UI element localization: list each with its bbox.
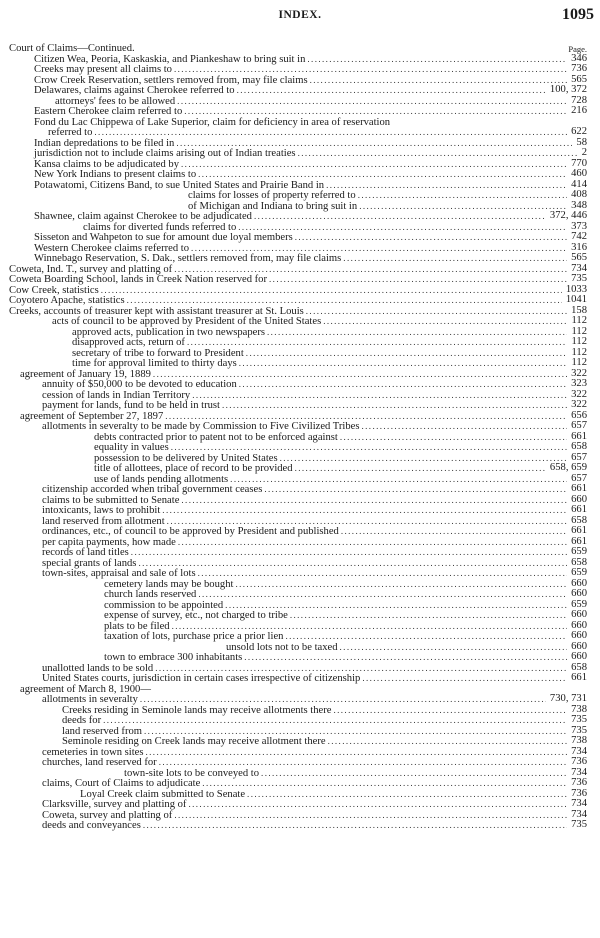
entry-page-number: 658 <box>571 441 587 452</box>
entry-page-number: 322 <box>571 399 587 410</box>
dot-leader <box>298 148 578 159</box>
entry-page-number: 1033 <box>565 283 587 295</box>
entry-page-number: 414 <box>571 178 587 190</box>
entry-page-number: 735 <box>571 819 587 830</box>
entry-text: unsold lots not to be taxed <box>226 641 338 653</box>
index-entry <box>0 684 600 695</box>
dot-leader <box>230 474 567 485</box>
index-entry <box>0 159 600 170</box>
entry-text: church lands reserved <box>104 589 197 600</box>
dot-leader <box>174 64 567 75</box>
entry-page-number: 735 <box>571 273 587 284</box>
entry-text: agreement of March 8, 1900— <box>20 683 151 695</box>
entry-page-number: 660 <box>571 609 587 620</box>
entry-text: Coweta, survey and platting of <box>42 809 173 821</box>
entry-text: land reserved from allotment <box>42 515 165 527</box>
index-entry <box>0 180 600 191</box>
entry-page-number: 660 <box>571 588 587 599</box>
entry-text: cession of lands in Indian Territory <box>42 389 191 401</box>
dot-leader <box>176 138 572 149</box>
entry-text: unallotted lands to be sold <box>42 662 154 674</box>
index-entry <box>0 663 600 674</box>
dot-leader <box>267 327 567 338</box>
entry-page-number: 736 <box>571 756 587 767</box>
entry-page-number: 659 <box>571 598 587 610</box>
entry-text: equality in values <box>94 442 169 453</box>
entry-page-number: 659 <box>571 567 587 578</box>
entry-text: time for approval limited to thirty days <box>72 358 237 369</box>
entry-text: annuity of $50,000 to be devoted to education <box>42 379 237 390</box>
dot-leader <box>333 705 567 716</box>
entry-page-number: 112 <box>571 315 587 326</box>
dot-leader <box>358 190 567 201</box>
entry-page-number: 659 <box>571 546 587 557</box>
index-entry <box>0 631 600 642</box>
entry-page-number: 657 <box>571 472 587 484</box>
entry-page-number: 58 <box>576 136 587 148</box>
entry-page-number: 657 <box>571 420 587 431</box>
index-entry <box>0 568 600 579</box>
entry-text: Fond du Lac Chippewa of Lake Superior, claim for deficiency in area of reservation <box>34 116 391 128</box>
index-entry <box>0 306 600 317</box>
dot-leader <box>188 799 567 810</box>
dot-leader <box>101 285 562 296</box>
index-entry <box>0 75 600 86</box>
dot-leader <box>103 715 567 726</box>
index-entry <box>0 211 600 222</box>
index-entry <box>0 547 600 558</box>
entry-text: per capita payments, how made <box>42 536 176 548</box>
entry-page-number: 346 <box>571 52 587 64</box>
entry-page-number: 734 <box>571 262 587 274</box>
entry-text: Sisseton and Wahpeton to sue for amount due loyal members <box>34 232 293 243</box>
index-entry <box>0 799 600 810</box>
entry-text: ordinances, etc., of council to be approved by President and published <box>42 526 339 537</box>
index-entry <box>0 54 600 65</box>
dot-leader <box>244 652 567 663</box>
entry-page-number: 658 <box>571 514 587 526</box>
entry-page-number: 565 <box>571 73 587 85</box>
dot-leader <box>239 379 567 390</box>
entry-text: referred to <box>48 127 93 138</box>
index-entry <box>0 526 600 537</box>
dot-leader <box>146 747 568 758</box>
page-column-label: Page. <box>568 44 587 54</box>
dot-leader <box>140 694 546 705</box>
dot-leader <box>174 264 567 275</box>
dot-leader <box>138 558 567 569</box>
entry-page-number: 408 <box>571 189 587 200</box>
entry-text: Coyotero Apache, statistics <box>9 295 125 306</box>
entry-page-number: 460 <box>571 168 587 179</box>
entry-page-number: 734 <box>571 808 587 820</box>
entry-page-number: 661 <box>571 535 587 547</box>
entry-text: Creeks may present all claims to <box>34 64 172 75</box>
dot-leader <box>254 211 546 222</box>
dot-leader <box>362 421 568 432</box>
entry-text: jurisdiction not to include claims arising out of Indian treaties <box>34 148 296 159</box>
entry-page-number: 158 <box>571 304 587 316</box>
entry-text: claims for losses of property referred to <box>188 190 356 201</box>
entry-text: Creeks residing in Seminole lands may receive allotments there <box>62 704 332 716</box>
dot-leader <box>343 253 567 264</box>
entry-page-number: 660 <box>571 651 587 662</box>
entry-page-number: 738 <box>571 703 587 715</box>
index-entry <box>0 358 600 369</box>
index-entry <box>0 43 600 54</box>
dot-leader <box>235 579 567 590</box>
entry-text: Indian depredations to be filed in <box>34 137 175 149</box>
entry-page-number: 661 <box>571 525 587 536</box>
entry-page-number: 316 <box>571 241 587 253</box>
index-entry <box>0 295 600 306</box>
entry-page-number: 661 <box>571 504 587 515</box>
entry-text: plats to be filed <box>104 620 170 632</box>
entry-page-number: 216 <box>571 105 587 116</box>
dot-leader <box>341 526 567 537</box>
index-entry <box>0 190 600 201</box>
entry-text: of Michigan and Indiana to bring suit in <box>188 200 358 212</box>
dot-leader <box>340 432 567 443</box>
entry-text: land reserved from <box>62 725 143 737</box>
entry-page-number: 323 <box>571 378 587 389</box>
dot-leader <box>131 547 567 558</box>
index-entry <box>0 390 600 401</box>
dot-leader <box>362 673 567 684</box>
page-title: INDEX. <box>278 9 322 21</box>
entry-page-number: 372, 446 <box>549 210 587 221</box>
index-entry <box>0 757 600 768</box>
entry-text: attorneys' fees to be allowed <box>55 95 176 107</box>
page-header <box>0 6 600 24</box>
dot-leader <box>165 411 567 422</box>
index-entry <box>0 337 600 348</box>
entry-page-number: 660 <box>571 619 587 631</box>
entry-page-number: 770 <box>571 157 587 169</box>
entry-text: town-sites, appraisal and sale of lots <box>42 568 196 579</box>
entry-text: Seminole residing on Creek lands may receive allotment there <box>62 736 326 747</box>
entry-text: approved acts, publication in two newspapers <box>72 326 265 338</box>
entry-page-number: 742 <box>571 231 587 242</box>
entry-page-number: 660 <box>571 493 587 505</box>
entry-page-number: 734 <box>571 745 587 757</box>
index-entry <box>0 820 600 831</box>
entry-text: Kansa claims to be adjudicated by <box>34 158 180 170</box>
entry-page-number: 100, 372 <box>549 84 587 95</box>
index-entry <box>0 736 600 747</box>
dot-leader <box>174 810 567 821</box>
entry-text: agreement of September 27, 1897 <box>20 410 164 422</box>
index-entry <box>0 274 600 285</box>
dot-leader <box>307 54 567 65</box>
index-entry <box>0 369 600 380</box>
entry-text: payment for lands, fund to be held in trust <box>42 400 220 411</box>
index-entry <box>0 96 600 107</box>
entry-text: allotments in severalty to be made by Commission to Five Civilized Tribes <box>42 421 360 432</box>
index-entry <box>0 673 600 684</box>
index-entry <box>0 400 600 411</box>
dot-leader <box>340 642 567 653</box>
dot-leader <box>198 589 567 600</box>
index-entry <box>0 442 600 453</box>
entry-text: United States courts, jurisdiction in certain cases irrespective of citizenship <box>42 673 361 684</box>
entry-text: possession to be delivered by United States <box>94 452 278 464</box>
entry-text: Loyal Creek claim submitted to Senate <box>80 788 246 800</box>
entry-page-number: 661 <box>571 430 587 442</box>
entry-text: churches, land reserved for <box>42 757 157 768</box>
entry-page-number: 734 <box>571 798 587 809</box>
index-entry <box>0 610 600 621</box>
entry-text: claims to be submitted to Senate <box>42 494 180 506</box>
dot-leader <box>184 106 567 117</box>
entry-page-number: 112 <box>571 336 587 347</box>
entry-page-number: 658 <box>571 661 587 673</box>
entry-text: acts of council to be approved by President of the United States <box>52 316 322 327</box>
index-entry <box>0 516 600 527</box>
index-entry <box>0 558 600 569</box>
entry-text: debts contracted prior to patent not to be enforced against <box>94 431 338 443</box>
index-entry <box>0 768 600 779</box>
entry-text: Creeks, accounts of treasurer kept with assistant treasurer at St. Louis <box>9 305 304 317</box>
dot-leader <box>269 274 567 285</box>
entry-page-number: 656 <box>571 409 587 421</box>
entry-text: town to embrace 300 inhabitants <box>104 652 243 663</box>
index-entry <box>0 201 600 212</box>
entry-page-number: 661 <box>571 483 587 494</box>
index-entry <box>0 463 600 474</box>
page-number: 1095 <box>562 6 594 23</box>
dot-leader <box>295 232 567 243</box>
entry-page-number: 728 <box>571 94 587 106</box>
index-entry <box>0 810 600 821</box>
index-entry <box>0 579 600 590</box>
index-entry <box>0 106 600 117</box>
index-entry <box>0 453 600 464</box>
dot-leader <box>181 495 567 506</box>
dot-leader <box>202 778 567 789</box>
index-entry <box>0 621 600 632</box>
dot-leader <box>191 243 567 254</box>
entry-text: claims for diverted funds referred to <box>83 221 237 233</box>
dot-leader <box>247 789 567 800</box>
index-entry <box>0 138 600 149</box>
index-entry <box>0 85 600 96</box>
entry-text: disapproved acts, return of <box>72 337 185 348</box>
entry-text: cemeteries in town sites <box>42 746 144 758</box>
entry-text: allotments in severalty <box>42 694 138 705</box>
entry-text: Coweta Boarding School, lands in Creek Nation reserved for <box>9 274 268 285</box>
dot-leader <box>198 568 567 579</box>
entry-page-number: 660 <box>571 640 587 652</box>
dot-leader <box>225 600 567 611</box>
index-entry <box>0 505 600 516</box>
entry-text: taxation of lots, purchase price a prior lien <box>104 631 284 642</box>
entry-page-number: 2 <box>581 147 587 158</box>
dot-leader <box>198 169 567 180</box>
index-entry <box>0 778 600 789</box>
entry-page-number: 1041 <box>565 294 587 305</box>
entry-text: deeds for <box>62 715 102 726</box>
entry-page-number: 736 <box>571 777 587 788</box>
entry-text: cemetery lands may be bought <box>104 578 234 590</box>
entry-page-number: 657 <box>571 451 587 463</box>
dot-leader <box>153 369 567 380</box>
entry-text: use of lands pending allotments <box>94 473 229 485</box>
index-entry <box>0 379 600 390</box>
index-entry <box>0 642 600 653</box>
entry-page-number: 660 <box>571 577 587 589</box>
dot-leader <box>171 442 567 453</box>
index-entry <box>0 726 600 737</box>
entry-text: town-site lots to be conveyed to <box>124 767 260 779</box>
index-entry <box>0 64 600 75</box>
entry-page-number: 373 <box>571 220 587 232</box>
entry-text: expense of survey, etc., not charged to tribe <box>104 610 288 621</box>
entry-text: deeds and conveyances <box>42 820 141 831</box>
dot-leader <box>155 663 567 674</box>
index-entry <box>0 537 600 548</box>
index-entry <box>0 253 600 264</box>
entry-page-number: 738 <box>571 735 587 746</box>
entry-page-number: 622 <box>571 126 587 137</box>
dot-leader <box>167 516 567 527</box>
index-entry <box>0 411 600 422</box>
index-entry <box>0 747 600 758</box>
dot-leader <box>181 159 567 170</box>
dot-leader <box>159 757 567 768</box>
entry-text: Coweta, Ind. T., survey and platting of <box>9 263 173 275</box>
index-entry <box>0 789 600 800</box>
index-entries <box>0 43 600 831</box>
index-entry <box>0 715 600 726</box>
entry-text: title of allottees, place of record to be provided <box>94 463 293 474</box>
index-entry <box>0 127 600 138</box>
dot-leader <box>285 631 567 642</box>
dot-leader <box>187 337 567 348</box>
dot-leader <box>162 505 567 516</box>
entry-text: citizenship accorded when tribal government ceases <box>42 484 263 495</box>
entry-text: Citizen Wea, Peoria, Kaskaskia, and Piankeshaw to bring suit in <box>34 53 306 65</box>
index-entry <box>0 264 600 275</box>
entry-page-number: 660 <box>571 630 587 641</box>
dot-leader <box>280 453 567 464</box>
dot-leader <box>239 358 567 369</box>
entry-text: Delawares, claims against Cherokee referred to <box>34 85 235 96</box>
entry-text: Eastern Cherokee claim referred to <box>34 106 183 117</box>
dot-leader <box>264 484 567 495</box>
dot-leader <box>295 463 546 474</box>
index-entry <box>0 484 600 495</box>
index-entry <box>0 316 600 327</box>
dot-leader <box>323 316 567 327</box>
dot-leader <box>238 222 567 233</box>
entry-page-number: 736 <box>571 787 587 799</box>
index-entry <box>0 495 600 506</box>
index-entry <box>0 243 600 254</box>
entry-page-number: 322 <box>571 367 587 379</box>
index-entry <box>0 285 600 296</box>
entry-page-number: 734 <box>571 766 587 778</box>
entry-page-number: 735 <box>571 714 587 725</box>
index-entry <box>0 589 600 600</box>
entry-page-number: 112 <box>571 346 587 358</box>
index-entry <box>0 705 600 716</box>
dot-leader <box>94 127 567 138</box>
dot-leader <box>310 75 567 86</box>
entry-page-number: 112 <box>571 357 587 368</box>
dot-leader <box>261 768 567 779</box>
index-entry <box>0 652 600 663</box>
entry-page-number: 736 <box>571 63 587 74</box>
dot-leader <box>306 306 567 317</box>
dot-leader <box>177 96 567 107</box>
dot-leader <box>192 390 567 401</box>
entry-page-number: 730, 731 <box>549 693 587 704</box>
entry-text: Winnebago Reservation, S. Dak., settlers removed from, may file claims <box>34 253 342 264</box>
index-entry <box>0 421 600 432</box>
index-entry <box>0 222 600 233</box>
dot-leader <box>326 180 567 191</box>
dot-leader <box>222 400 567 411</box>
index-entry <box>0 327 600 338</box>
index-entry <box>0 117 600 128</box>
entry-page-number: 348 <box>571 199 587 211</box>
entry-text: Western Cherokee claims referred to <box>34 242 190 254</box>
dot-leader <box>172 621 567 632</box>
index-entry <box>0 600 600 611</box>
entry-page-number: 735 <box>571 724 587 736</box>
dot-leader <box>246 348 567 359</box>
dot-leader <box>328 736 567 747</box>
entry-page-number: 565 <box>571 252 587 263</box>
dot-leader <box>144 726 567 737</box>
dot-leader <box>178 537 567 548</box>
index-entry <box>0 694 600 705</box>
dot-leader <box>237 85 546 96</box>
entry-page-number: 661 <box>571 672 587 683</box>
index-entry <box>0 148 600 159</box>
entry-text: secretary of tribe to forward to President <box>72 347 244 359</box>
entry-page-number: 658, 659 <box>549 462 587 473</box>
entry-page-number: 658 <box>571 556 587 568</box>
entry-page-number: 322 <box>571 388 587 400</box>
entry-text: Crow Creek Reservation, settlers removed from, may file claims <box>34 74 308 86</box>
index-entry <box>0 169 600 180</box>
entry-text: Clarksville, survey and platting of <box>42 799 187 810</box>
dot-leader <box>359 201 567 212</box>
dot-leader <box>290 610 567 621</box>
entry-text: commission to be appointed <box>104 599 224 611</box>
index-entry <box>0 232 600 243</box>
entry-text: records of land titles <box>42 547 129 558</box>
entry-text: claims, Court of Claims to adjudicate <box>42 778 201 789</box>
entry-text: Potawatomi, Citizens Band, to sue United States and Prairie Band in <box>34 179 325 191</box>
index-entry <box>0 432 600 443</box>
entry-page-number: 112 <box>571 325 587 337</box>
index-entry <box>0 474 600 485</box>
entry-text: Shawnee, claim against Cherokee to be adjudicated <box>34 211 252 222</box>
entry-text: Cow Creek, statistics <box>9 284 99 296</box>
dot-leader <box>127 295 562 306</box>
entry-text: special grants of lands <box>42 557 137 569</box>
dot-leader <box>143 820 567 831</box>
entry-text: agreement of January 19, 1889 <box>20 368 151 380</box>
entry-text: Court of Claims—Continued. <box>9 43 135 54</box>
index-entry <box>0 348 600 359</box>
entry-text: New York Indians to present claims to <box>34 169 197 180</box>
entry-text: intoxicants, laws to prohibit <box>42 505 161 516</box>
